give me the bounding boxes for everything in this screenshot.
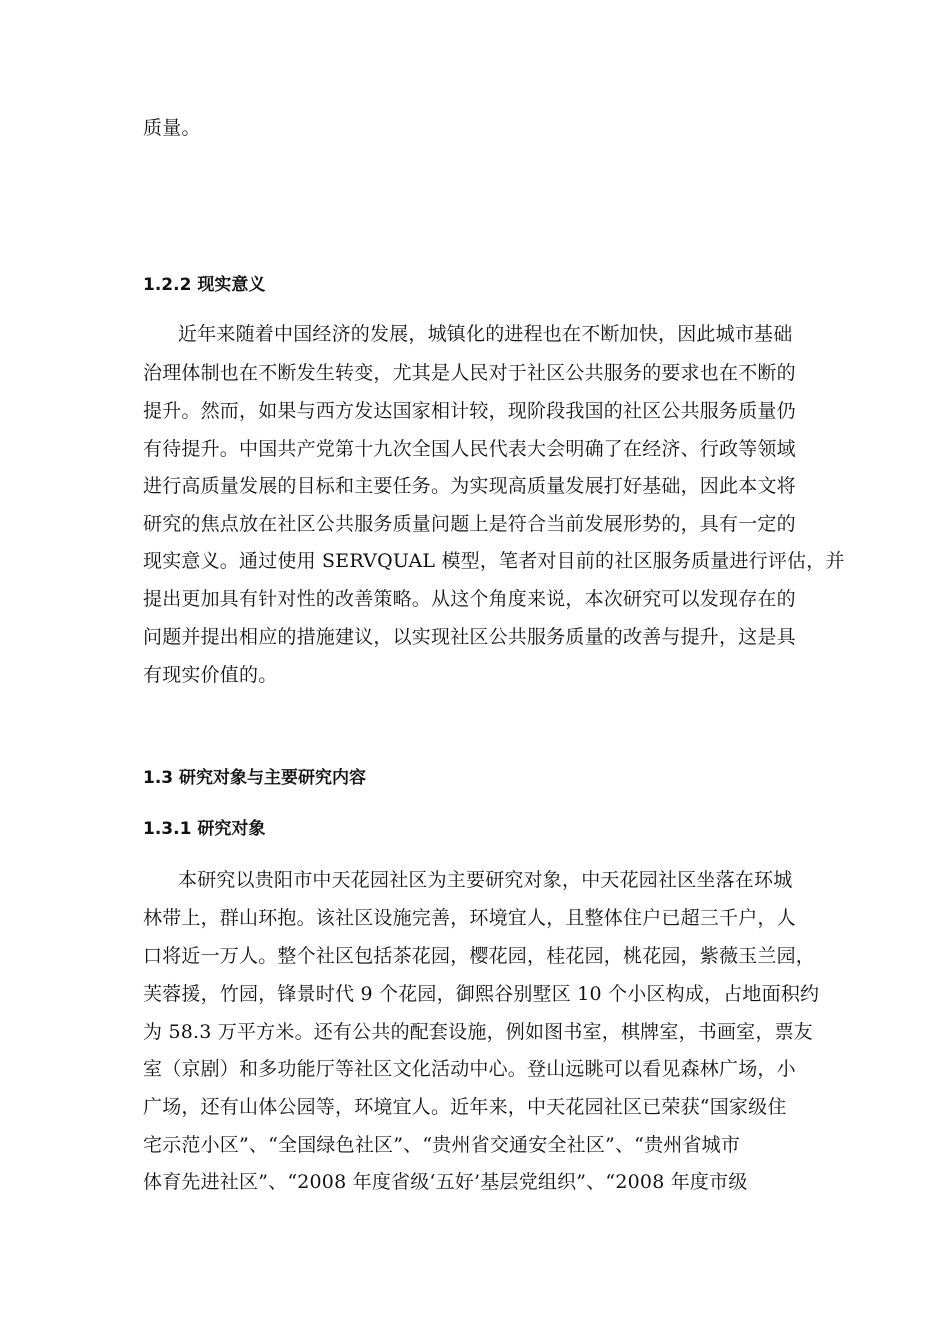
paragraph-line: 有待提升。中国共产党第十九次全国人民代表大会明确了在经济、行政等领域 — [143, 438, 796, 460]
paragraph-line: 问题并提出相应的措施建议，以实现社区公共服务质量的改善与提升，这是具 — [143, 626, 796, 648]
paragraph-line: 室（京剧）和多功能厅等社区文化活动中心。登山远眺可以看见森林广场，小 — [143, 1058, 796, 1080]
section-heading-1-2-2: 1.2.2 现实意义 — [143, 275, 266, 295]
section-heading-1-3: 1.3 研究对象与主要研究内容 — [143, 768, 367, 788]
paragraph-line: 林带上，群山环抱。该社区设施完善，环境宜人，且整体住户已超三千户，人 — [143, 907, 796, 929]
paragraph-line: 研究的焦点放在社区公共服务质量问题上是符合当前发展形势的，具有一定的 — [143, 513, 796, 535]
paragraph-line: 为 58.3 万平方米。还有公共的配套设施，例如图书室，棋牌室，书画室，票友 — [143, 1021, 813, 1043]
paragraph-line: 近年来随着中国经济的发展，城镇化的进程也在不断加快，因此城市基础 — [178, 323, 793, 345]
paragraph-line: 体育先进社区”、“2008 年度省级‘五好’基层党组织”、“2008 年度市级 — [143, 1171, 748, 1193]
paragraph-line: 广场，还有山体公园等，环境宜人。近年来，中天花园社区已荣获“国家级住 — [143, 1096, 787, 1118]
paragraph-line: 本研究以贵阳市中天花园社区为主要研究对象，中天花园社区坐落在环城 — [178, 869, 793, 891]
paragraph-line: 进行高质量发展的目标和主要任务。为实现高质量发展打好基础，因此本文将 — [143, 475, 796, 497]
section-heading-1-3-1: 1.3.1 研究对象 — [143, 819, 266, 839]
paragraph-line: 芙蓉援，竹园，锋景时代 9 个花园，御熙谷别墅区 10 个小区构成，占地面积约 — [143, 983, 820, 1005]
paragraph-line: 有现实价值的。 — [143, 664, 278, 686]
paragraph-line: 宅示范小区”、“全国绿色社区”、“贵州省交通安全社区”、“贵州省城市 — [143, 1134, 741, 1156]
paragraph-line: 治理体制也在不断发生转变，尤其是人民对于社区公共服务的要求也在不断的 — [143, 362, 796, 384]
paragraph-line: 提升。然而，如果与西方发达国家相计较，现阶段我国的社区公共服务质量仍 — [143, 400, 796, 422]
paragraph-line: 口将近一万人。整个社区包括茶花园，樱花园，桂花园，桃花园，紫薇玉兰园， — [143, 945, 816, 967]
paragraph-line: 提出更加具有针对性的改善策略。从这个角度来说，本次研究可以发现存在的 — [143, 588, 796, 610]
paragraph-line: 现实意义。通过使用 SERVQUAL 模型，笔者对目前的社区服务质量进行评估，并 — [143, 550, 845, 572]
paragraph-tail-line: 质量。 — [143, 117, 201, 139]
